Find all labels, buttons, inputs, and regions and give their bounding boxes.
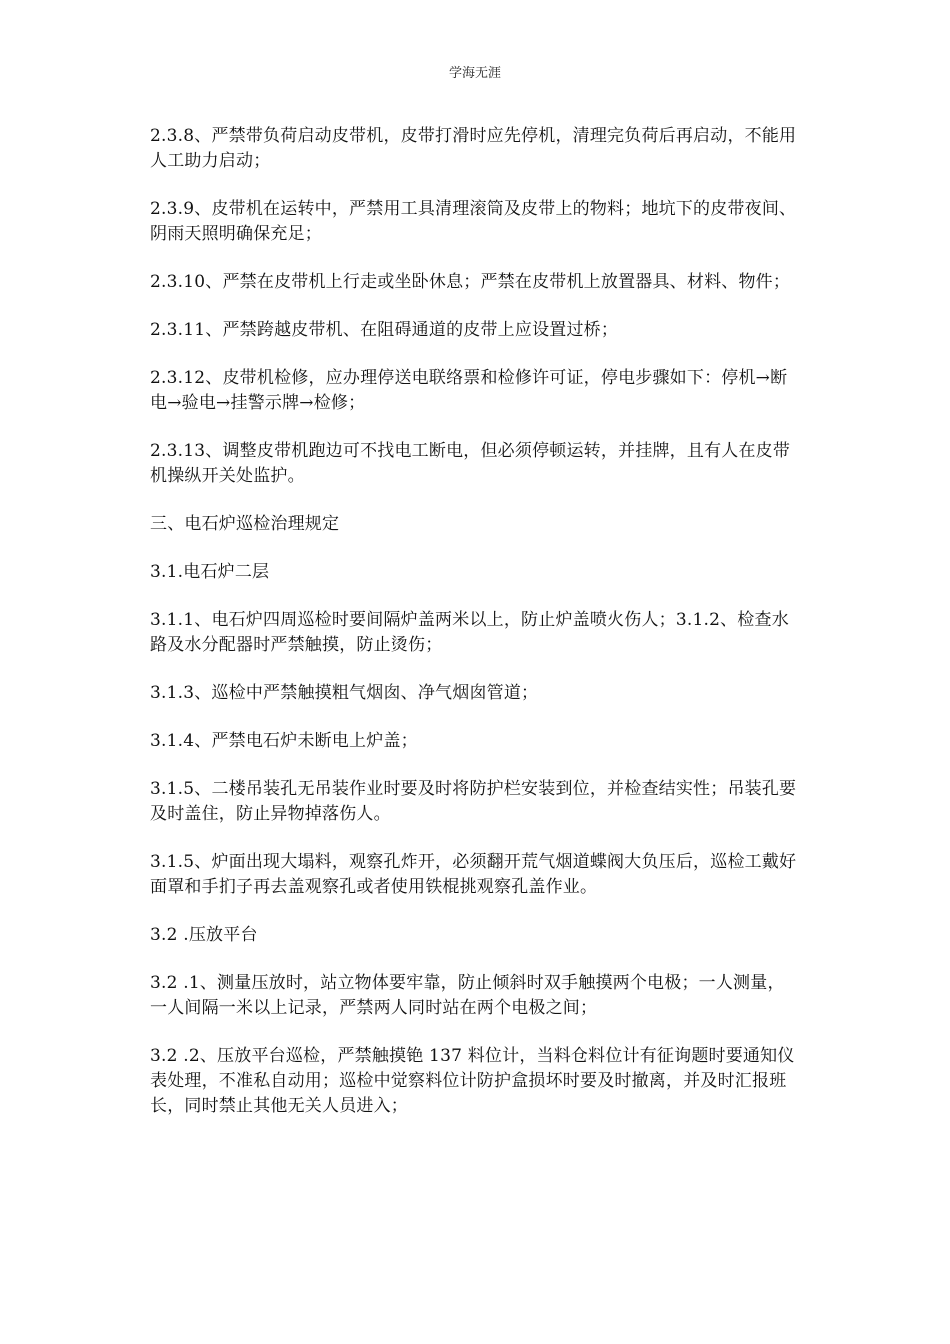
document-body	[150, 124, 798, 1142]
paragraph-3-1-1: 3.1.1、电石炉四周巡检时要间隔炉盖两米以上，防止炉盖喷火伤人；3.1.2、检查水路及水分配器时严禁触摸，防止烫伤；	[150, 610, 789, 655]
paragraph-3-2-2: 3.2 .2、压放平台巡检，严禁触摸铯 137 料位计，当料仓料位计有征询题时要通知仪表处理，不准私自动用；巡检中觉察料位计防护盒损坏时要及时撤离，并及时汇报班长，同时禁止其他无关人员进入；	[150, 1046, 795, 1116]
paragraph-2-3-9: 2.3.9、皮带机在运转中，严禁用工具清理滚筒及皮带上的物料；地坑下的皮带夜间、阴雨天照明确保充足；	[150, 199, 797, 244]
paragraph-2-3-12: 2.3.12、皮带机检修，应办理停送电联络票和检修许可证，停电步骤如下：停机→断电→验电→挂警示牌→检修；	[150, 368, 788, 413]
subsection-heading-3-2: 3.2 .压放平台	[150, 925, 258, 945]
page-header: 学海无涯	[448, 66, 501, 81]
paragraph-2-3-8: 2.3.8、严禁带负荷启动皮带机，皮带打滑时应先停机，清理完负荷后再启动，不能用人工助力启动；	[150, 126, 797, 171]
section-heading-3: 三、电石炉巡检治理规定	[150, 514, 340, 534]
paragraph-3-1-3: 3.1.3、巡检中严禁触摸粗气烟囱、净气烟囱管道；	[150, 683, 539, 703]
paragraph-3-1-5-a: 3.1.5、二楼吊装孔无吊装作业时要及时将防护栏安装到位，并检查结实性；吊装孔要及时盖住，防止异物掉落伤人。	[150, 779, 797, 824]
subsection-heading-3-1: 3.1.电石炉二层	[150, 562, 270, 582]
paragraph-2-3-10: 2.3.10、严禁在皮带机上行走或坐卧休息；严禁在皮带机上放置器具、材料、物件；	[150, 272, 791, 292]
paragraph-3-1-5-b: 3.1.5、炉面出现大塌料，观察孔炸开，必须翻开荒气烟道蝶阀大负压后，巡检工戴好面罩和手扪子再去盖观察孔或者使用铁棍挑观察孔盖作业。	[150, 852, 797, 897]
paragraph-2-3-11: 2.3.11、严禁跨越皮带机、在阻碍通道的皮带上应设置过桥；	[150, 320, 619, 340]
paragraph-3-1-4: 3.1.4、严禁电石炉未断电上炉盖；	[150, 731, 418, 751]
paragraph-2-3-13: 2.3.13、调整皮带机跑边可不找电工断电，但必须停顿运转，并挂牌，且有人在皮带机操纵开关处监护。	[150, 441, 791, 486]
paragraph-3-2-1: 3.2 .1、测量压放时，站立物体要牢靠，防止倾斜时双手触摸两个电极；一人测量，一人间隔一米以上记录，严禁两人同时站在两个电极之间；	[150, 973, 785, 1018]
